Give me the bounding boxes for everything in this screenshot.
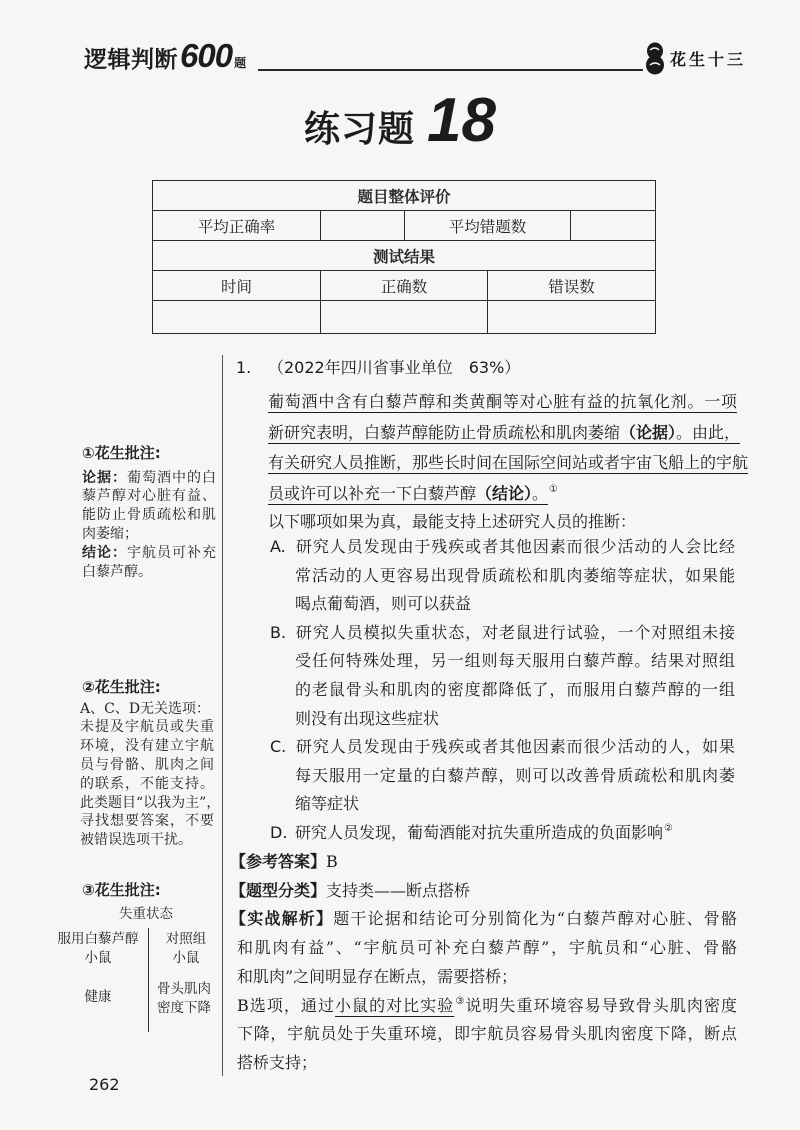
table-row (153, 181, 656, 211)
question-stem (268, 387, 749, 509)
brand-logo (643, 40, 746, 76)
brand-name: 花生十三 (670, 49, 747, 69)
diagram-label: 骨头肌肉 (157, 981, 211, 997)
book-unit: 题 (234, 56, 247, 70)
analysis-line: 和肌肉”之间明显存在断点，需要搭桥； (237, 966, 518, 986)
stem-line (268, 418, 741, 449)
option-letter: A. (270, 537, 286, 556)
diagram-label: 对照组 (165, 931, 207, 947)
exercise-title (0, 88, 800, 169)
premise-tag: （论据） (620, 422, 677, 442)
option-letter: B. (270, 622, 287, 642)
stem-text: 。由此， (676, 422, 741, 442)
premise-text: 葡萄酒中的白 (127, 469, 216, 486)
option-line: 每天服用一定量的白藜芦醇，则可以改善骨质疏松和肌肉萎 (295, 765, 735, 785)
analysis-text: 说明失重环境容易导致骨头肌肉密度 (465, 995, 737, 1015)
stem-text: 葡萄酒中含有白藜芦醇和类黄酮等对心脏有益的抗氧化剂。一项 (268, 392, 737, 411)
diagram-label: 小鼠 (172, 950, 200, 966)
table-row (153, 271, 656, 301)
option-letter: D. (270, 822, 288, 842)
wrong-count-value (488, 301, 656, 334)
diagram-label: 服用白藜芦醇 (57, 931, 139, 947)
exercise-title-label: 练习题 (304, 109, 416, 150)
table-row (153, 301, 656, 334)
stem-line (268, 479, 737, 510)
option-line: 常活动的人更容易出现骨质疏松和肌肉萎缩等症状，如果能 (295, 565, 735, 585)
annotation-2-title: ②花生批注: (82, 678, 161, 696)
analysis-line (230, 905, 737, 934)
option-text: 研究人员发现，葡萄酒能对抗失重所造成的负面影响 (295, 822, 664, 842)
annotation-line: 能防止骨质疏松和肌 (82, 507, 216, 524)
option-letter: C. (270, 737, 287, 757)
option-line (270, 733, 735, 762)
diagram-label: 密度下降 (157, 1000, 211, 1016)
option-line (270, 819, 735, 848)
avg-wrong-count-value (571, 211, 656, 241)
diagram-treated-group (50, 930, 146, 968)
book-title: 逻辑判断 (84, 47, 178, 73)
overall-evaluation-header: 题目整体评价 (153, 181, 656, 211)
analysis-label: 【实战解析】 (230, 909, 334, 929)
option-line: 喝点葡萄酒，则可以获益 (295, 594, 472, 614)
analysis-text: 题干论据和结论可分别简化为“白藜芦醇对心脏、骨骼 (333, 909, 737, 929)
exercise-number: 18 (427, 86, 496, 155)
option-a (270, 533, 735, 619)
annotation-line: 的联系，不能支持。 (80, 775, 214, 792)
note-ref-2: ② (664, 822, 673, 834)
table-row (153, 241, 656, 271)
note-ref-1: ① (549, 483, 559, 495)
book-count: 600 (180, 37, 233, 74)
avg-wrong-count-label: 平均错题数 (405, 211, 571, 241)
question-type-line (230, 877, 737, 906)
diagram-label: 小鼠 (84, 950, 112, 966)
analysis-line (230, 992, 737, 1021)
option-line: 受任何特殊处理，另一组则每天服用白藜芦醇。结果对照组 (295, 651, 735, 671)
annotation-line: 环境，没有建立宇航 (80, 738, 214, 755)
analysis-line: 和肌肉有益”、“宇航员可补充白藜芦醇”，宇航员和“心脏、骨骼 (237, 938, 737, 958)
option-d (270, 819, 735, 848)
option-text: 研究人员模拟失重状态，对老鼠进行试验，一个对照组未接 (295, 622, 735, 642)
annotation-line: 肉萎缩； (82, 525, 138, 542)
option-text: 研究人员发现由于残疾或者其他因素而很少活动的人，如果 (295, 737, 735, 757)
option-line: 缩等症状 (295, 794, 360, 814)
annotation-line: 白藜芦醇。 (82, 563, 152, 580)
diagram-heading: 失重状态 (119, 906, 173, 922)
analysis-line: 搭桥支持； (237, 1052, 318, 1072)
annotation-2 (80, 677, 221, 850)
correct-count-column-header: 正确数 (321, 271, 488, 301)
annotation-1-body (82, 469, 216, 582)
option-line: 的老鼠骨头和肌肉的密度都降低了，而服用白藜芦醇的一组 (295, 679, 735, 699)
annotation-line: 此类题目“以我为主”， (80, 794, 221, 811)
option-text: 研究人员发现由于残疾或者其他因素而很少活动的人会比经 (295, 537, 735, 556)
annotation-3-title: ③花生批注: (82, 881, 161, 899)
avg-correct-rate-value (321, 211, 405, 241)
stem-line (268, 448, 749, 479)
answer-section (230, 848, 737, 1078)
diagram-treated-result: 健康 (84, 989, 112, 1005)
annotation-line: 藜芦醇对心脏有益、 (82, 488, 216, 505)
wrong-count-column-header: 错误数 (488, 271, 656, 301)
option-line: 则没有出现这些症状 (295, 708, 440, 728)
analysis-line: 下降，宇航员处于失重环境，即宇航员容易骨头肌肉密度下降，断点 (237, 1024, 737, 1044)
conclusion-label: 结论： (82, 544, 127, 561)
question-type-label: 【题型分类】 (230, 880, 327, 900)
annotation-3 (82, 880, 216, 900)
test-result-header: 测试结果 (153, 241, 656, 271)
conclusion-tag: （结论） (476, 483, 533, 503)
avg-correct-rate-label: 平均正确率 (153, 211, 321, 241)
answer-key-label: 【参考答案】 (230, 852, 327, 871)
annotation-line (82, 544, 216, 563)
time-column-header: 时间 (153, 271, 321, 301)
diagram-control-result (152, 980, 216, 1018)
option-line (270, 619, 735, 648)
option-b (270, 619, 735, 733)
annotation-line: 寻找想要答案，不要 (80, 813, 214, 830)
answer-key-line (230, 848, 737, 877)
evaluation-table (152, 180, 656, 334)
table-row (153, 211, 656, 241)
question-prompt: 以下哪项如果为真，最能支持上述研究人员的推断： (268, 512, 637, 531)
conclusion-text: 宇航员可补充 (127, 544, 216, 561)
peanut-icon (643, 41, 667, 75)
running-header (84, 36, 246, 76)
annotation-line: 员与骨骼、肌肉之间 (80, 756, 214, 773)
annotation-line: 被错误选项干扰。 (80, 832, 192, 849)
time-value (153, 301, 321, 334)
question-header (236, 356, 520, 380)
question-number: 1. (236, 358, 252, 377)
stem-text: 新研究表明，白藜芦醇能防止骨质疏松和肌肉萎缩 (268, 422, 621, 442)
annotation-line (82, 469, 216, 488)
correct-count-value (321, 301, 488, 334)
mouse-experiment-highlight: 小鼠的对比实验 (335, 995, 455, 1015)
analysis-text: B选项，通过 (237, 995, 336, 1015)
page-number: 262 (89, 1075, 120, 1094)
margin-divider (222, 355, 223, 1076)
answer-options (270, 533, 735, 848)
annotation-2-body (80, 700, 221, 850)
stem-text: 。 (532, 483, 549, 503)
annotation-line: A、C、D无关选项： (80, 700, 211, 717)
annotation-1-title: ①花生批注: (82, 444, 161, 462)
header-rule (258, 69, 643, 71)
stem-text: 员或许可以补充一下白藜芦醇 (268, 483, 477, 503)
annotation-1 (82, 443, 216, 581)
question-source: （2022年四川省事业单位 63%） (268, 358, 521, 377)
option-c (270, 733, 735, 819)
option-line (270, 533, 735, 562)
diagram-control-group (156, 930, 216, 968)
answer-key-value: B (326, 852, 338, 871)
note-ref-3: ③ (455, 995, 466, 1007)
stem-line (268, 387, 737, 418)
diagram-divider (148, 928, 149, 1032)
annotation-line: 未提及宇航员或失重 (80, 719, 214, 736)
stem-text: 有关研究人员推断，那些长时间在国际空间站或者宇宙飞船上的宇航 (268, 453, 749, 472)
premise-label: 论据： (82, 469, 127, 486)
question-type-value: 支持类——断点搭桥 (326, 880, 471, 900)
